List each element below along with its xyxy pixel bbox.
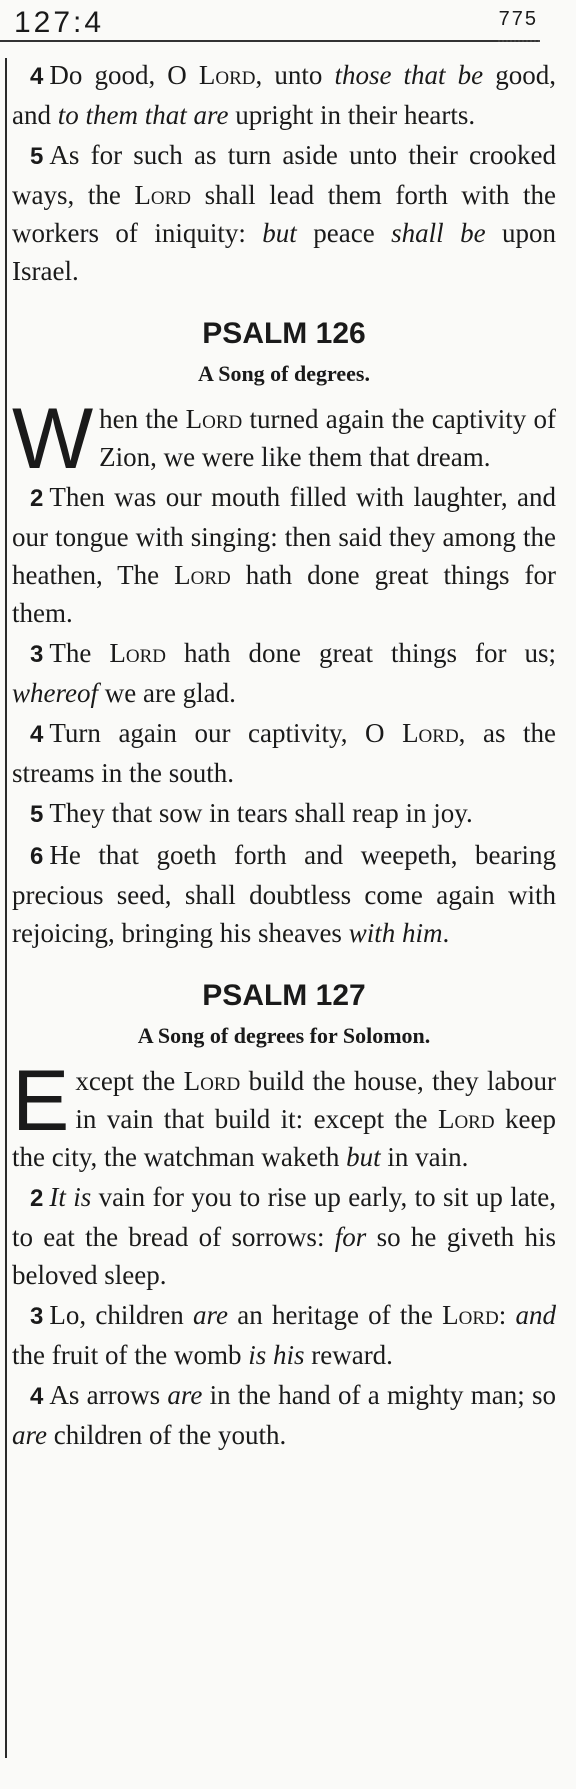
drop-cap: E xyxy=(12,1053,70,1149)
verse-text: Turn again our captivity, O xyxy=(49,718,403,748)
verse-text: upon Israel. xyxy=(12,218,556,286)
verse-number: 4 xyxy=(30,63,44,90)
verse-text: an heritage of the xyxy=(228,1300,443,1330)
italic-supplied-word: and xyxy=(515,1300,556,1330)
psalm-127-subtitle: A Song of degrees for Solomon. xyxy=(137,1023,431,1048)
scripture-column xyxy=(12,56,556,1456)
verse-text: keep the city, the watchman waketh xyxy=(12,1104,556,1172)
verse-number: 2 xyxy=(30,1185,44,1212)
verse-text: vain for you to rise up early, to sit up late, to eat the bread of sorrows: xyxy=(12,1182,556,1252)
verse-5 xyxy=(12,136,556,290)
italic-supplied-word: shall be xyxy=(391,218,486,248)
psalm-126-title: PSALM 126 xyxy=(202,317,366,350)
verse-text: peace xyxy=(296,218,392,248)
italic-supplied-word: are xyxy=(12,1420,47,1450)
verse-number: 5 xyxy=(30,143,44,170)
verse-text: They that sow in tears shall reap in joy. xyxy=(49,798,473,828)
verse-text: , as the streams in the south. xyxy=(12,718,556,788)
psalm-125-tail xyxy=(12,56,556,290)
verse-text: the fruit of the womb xyxy=(12,1340,249,1370)
header-rule xyxy=(0,40,540,42)
italic-supplied-word: is his xyxy=(248,1340,305,1370)
verse-text: so he giveth his beloved sleep. xyxy=(12,1222,556,1290)
verse-number: 2 xyxy=(30,485,44,512)
divine-name-smallcaps: Lord xyxy=(402,718,459,748)
verse-text: : xyxy=(498,1300,516,1330)
verse-5 xyxy=(12,794,556,834)
psalm-126-subtitle: A Song of degrees. xyxy=(198,361,370,386)
divine-name-smallcaps: Lord xyxy=(198,60,256,90)
chapter-verse-reference: 127:4 xyxy=(14,6,105,39)
divine-name-smallcaps: Lord xyxy=(437,1104,495,1134)
italic-supplied-word: are xyxy=(167,1380,203,1410)
verse-text: good, and xyxy=(12,60,557,130)
italic-supplied-word: for xyxy=(334,1222,367,1252)
verse-number: 3 xyxy=(30,641,44,668)
verse-2 xyxy=(12,478,556,632)
verse-1 xyxy=(12,391,556,487)
divine-name-smallcaps: Lord xyxy=(185,404,243,434)
verse-text: Lo, children xyxy=(49,1300,194,1330)
verse-text: reward. xyxy=(304,1340,393,1370)
verse-3 xyxy=(12,634,556,712)
verse-4 xyxy=(12,56,556,134)
verse-text: Do good, O xyxy=(49,60,199,90)
running-header xyxy=(0,0,576,44)
verse-text: xcept the xyxy=(75,1066,184,1096)
verse-text: The xyxy=(49,638,110,668)
page-number: 775 xyxy=(498,8,538,30)
verse-text: upright in their hearts. xyxy=(228,100,476,130)
verse-text: children of the youth. xyxy=(47,1420,287,1450)
verse-text: , unto xyxy=(255,60,335,90)
divine-name-smallcaps: Lord xyxy=(174,560,231,590)
italic-supplied-word: those that be xyxy=(334,60,484,90)
italic-supplied-word: are xyxy=(193,1300,229,1330)
verse-text: build the house, they labour in vain that build it: except the xyxy=(75,1066,556,1134)
verse-text: hen the xyxy=(99,404,186,434)
divine-name-smallcaps: Lord xyxy=(442,1300,499,1330)
verse-text: hath done great things for us; xyxy=(165,638,556,668)
verse-3 xyxy=(12,1296,556,1374)
verse-text: turned again the captivity of Zion, we were like them that dream. xyxy=(99,404,556,472)
verse-text: in the hand of a mighty man; so xyxy=(202,1380,556,1410)
verse-text: in vain. xyxy=(380,1142,469,1172)
verse-text: we are glad. xyxy=(97,678,236,708)
italic-supplied-word: to them that are xyxy=(57,100,229,130)
divine-name-smallcaps: Lord xyxy=(109,638,166,668)
psalm-127-title: PSALM 127 xyxy=(202,979,366,1012)
column-rule xyxy=(5,58,7,1758)
italic-supplied-word: It is xyxy=(49,1182,92,1212)
header-dotted-rule xyxy=(498,40,540,42)
italic-supplied-word: with him xyxy=(348,918,443,948)
verse-number: 4 xyxy=(30,1383,44,1410)
verse-2 xyxy=(12,1178,556,1294)
verse-number: 6 xyxy=(30,843,44,870)
verse-number: 3 xyxy=(30,1303,44,1330)
verse-text: shall lead them forth with the workers of iniquity: xyxy=(12,180,557,248)
psalm-126-text xyxy=(12,391,556,952)
verse-4 xyxy=(12,714,556,792)
verse-number: 4 xyxy=(30,721,44,748)
verse-1 xyxy=(12,1053,556,1176)
italic-supplied-word: whereof xyxy=(12,678,98,708)
verse-number: 5 xyxy=(30,801,44,828)
verse-4 xyxy=(12,1376,556,1454)
verse-text: As for such as turn aside unto their crooked ways, the xyxy=(12,140,556,210)
psalm-127-text xyxy=(12,1053,556,1454)
verse-text: He that goeth forth and weepeth, bearing precious seed, shall doubtless come again with rejoicing, bringing his sheaves xyxy=(12,840,556,948)
divine-name-smallcaps: Lord xyxy=(183,1066,241,1096)
italic-supplied-word: but xyxy=(262,218,297,248)
italic-supplied-word: but xyxy=(346,1142,381,1172)
verse-6 xyxy=(12,836,556,952)
verse-text: . xyxy=(442,918,450,948)
verse-text: Then was our mouth filled with laughter, and our tongue with singing: then said they among the heathen, The xyxy=(12,482,556,590)
verse-text: hath done great things for them. xyxy=(12,560,556,628)
drop-cap: W xyxy=(12,391,94,487)
divine-name-smallcaps: Lord xyxy=(134,180,192,210)
verse-text: As arrows xyxy=(49,1380,168,1410)
